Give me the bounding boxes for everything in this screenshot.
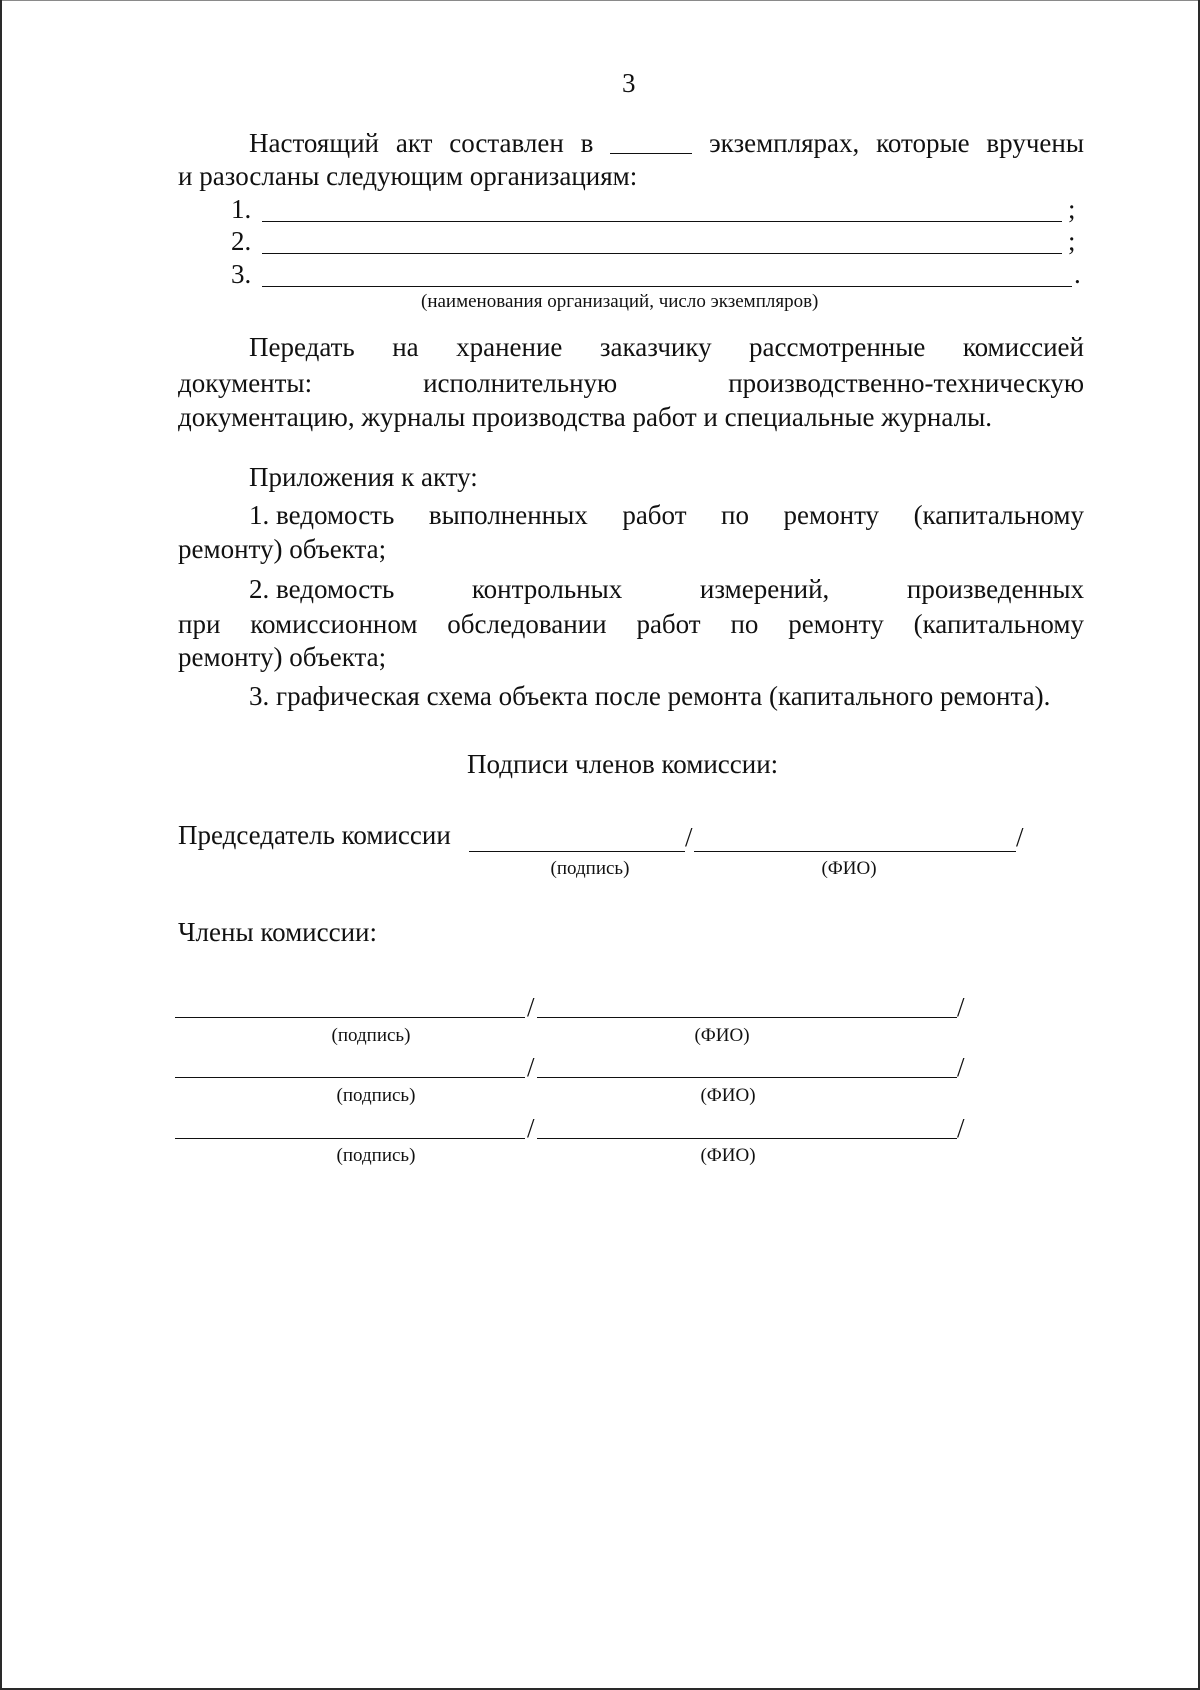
org-item-end-3: . [1074, 259, 1081, 289]
member-name-line[interactable] [537, 1077, 957, 1078]
org-item-end-2: ; [1068, 226, 1076, 256]
appendix-word: комиссионном [250, 609, 418, 639]
org-item-line-2[interactable] [262, 253, 1062, 254]
copies-line-1 [249, 128, 1084, 159]
copies-line-2: и разосланы следующим организациям: [178, 161, 638, 191]
page-border-left [0, 0, 2, 1690]
signatures-heading: Подписи членов комиссии: [467, 749, 779, 779]
members-label: Члены комиссии: [178, 917, 377, 947]
page-border-top [0, 0, 1200, 1]
copies-word: составлен [449, 128, 564, 158]
appendix-word: работ [636, 609, 701, 639]
appendix-word: измерений, [699, 574, 830, 604]
transfer-word: заказчику [599, 332, 712, 362]
org-item-line-3[interactable] [262, 286, 1072, 287]
appendix-word: (капитальному [913, 609, 1084, 639]
org-item-line-1[interactable] [262, 221, 1062, 222]
appendix-word: 2. ведомость [249, 574, 395, 604]
page-number: 3 [622, 68, 636, 98]
chairman-slash-end: / [1016, 822, 1024, 852]
member-slash: / [527, 992, 535, 1022]
copies-word: экземплярах, [709, 128, 860, 158]
appendix-word: выполненных [428, 500, 588, 530]
copies-word: акт [395, 128, 433, 158]
transfer-word: документы: [178, 368, 313, 398]
member-signature-caption: (подпись) [331, 1025, 411, 1046]
transfer-word: на [392, 332, 419, 362]
transfer-word: хранение [456, 332, 563, 362]
chairman-name-line[interactable] [694, 851, 1016, 852]
member-name-caption: (ФИО) [700, 1085, 756, 1106]
org-item-number-1: 1. [231, 194, 252, 224]
appendix-word: произведенных [906, 574, 1084, 604]
member-slash-end: / [957, 1113, 965, 1143]
member-signature-caption: (подпись) [336, 1145, 416, 1166]
appendix-word: (капитальному [913, 500, 1084, 530]
member-signature-caption: (подпись) [336, 1085, 416, 1106]
appendix-word: при [178, 609, 221, 639]
org-item-end-1: ; [1068, 194, 1076, 224]
member-name-caption: (ФИО) [694, 1025, 750, 1046]
appendix-word: по [721, 500, 749, 530]
transfer-word: Передать [249, 332, 355, 362]
appendix-1-line-1 [249, 500, 1084, 531]
transfer-line-3: документацию, журналы производства работ и специальные журналы. [178, 402, 992, 432]
transfer-word: производственно-техническую [728, 368, 1084, 398]
appendix-2-line-2 [178, 609, 1084, 640]
copies-count-blank[interactable] [610, 128, 692, 154]
transfer-word: исполнительную [423, 368, 618, 398]
appendix-word: контрольных [471, 574, 623, 604]
appendix-3: 3. графическая схема объекта после ремонта (капитального ремонта). [249, 681, 1051, 711]
member-name-caption: (ФИО) [700, 1145, 756, 1166]
chairman-signature-caption: (подпись) [550, 858, 630, 879]
appendix-word: обследовании [447, 609, 607, 639]
copies-word: в [580, 128, 594, 158]
transfer-line-2 [178, 368, 1084, 399]
chairman-signature-line[interactable] [469, 851, 685, 852]
member-signature-line[interactable] [175, 1077, 525, 1078]
copies-word: которые [876, 128, 970, 158]
appendix-2-line-3: ремонту) объекта; [178, 642, 387, 672]
member-slash: / [527, 1113, 535, 1143]
copies-word: Настоящий [249, 128, 380, 158]
copies-word: вручены [986, 128, 1084, 158]
chairman-label: Председатель комиссии [178, 820, 451, 850]
org-item-number-2: 2. [231, 226, 252, 256]
org-item-number-3: 3. [231, 259, 252, 289]
appendix-word: ремонту [783, 500, 880, 530]
org-caption: (наименования организаций, число экземпляров) [421, 291, 819, 312]
member-name-line[interactable] [537, 1017, 957, 1018]
member-slash-end: / [957, 992, 965, 1022]
member-signature-line[interactable] [175, 1017, 525, 1018]
member-slash-end: / [957, 1052, 965, 1082]
transfer-word: комиссией [962, 332, 1084, 362]
transfer-line-1 [249, 332, 1084, 363]
chairman-slash: / [685, 822, 693, 852]
member-name-line[interactable] [537, 1138, 957, 1139]
appendix-word: по [730, 609, 759, 639]
appendix-word: работ [622, 500, 687, 530]
appendix-2-line-1 [249, 574, 1084, 605]
appendices-heading: Приложения к акту: [249, 462, 478, 492]
appendix-word: 1. ведомость [249, 500, 395, 530]
transfer-word: рассмотренные [749, 332, 926, 362]
appendix-word: ремонту [788, 609, 884, 639]
member-signature-line[interactable] [175, 1138, 525, 1139]
chairman-name-caption: (ФИО) [821, 858, 877, 879]
appendix-1-line-2: ремонту) объекта; [178, 534, 387, 564]
member-slash: / [527, 1052, 535, 1082]
